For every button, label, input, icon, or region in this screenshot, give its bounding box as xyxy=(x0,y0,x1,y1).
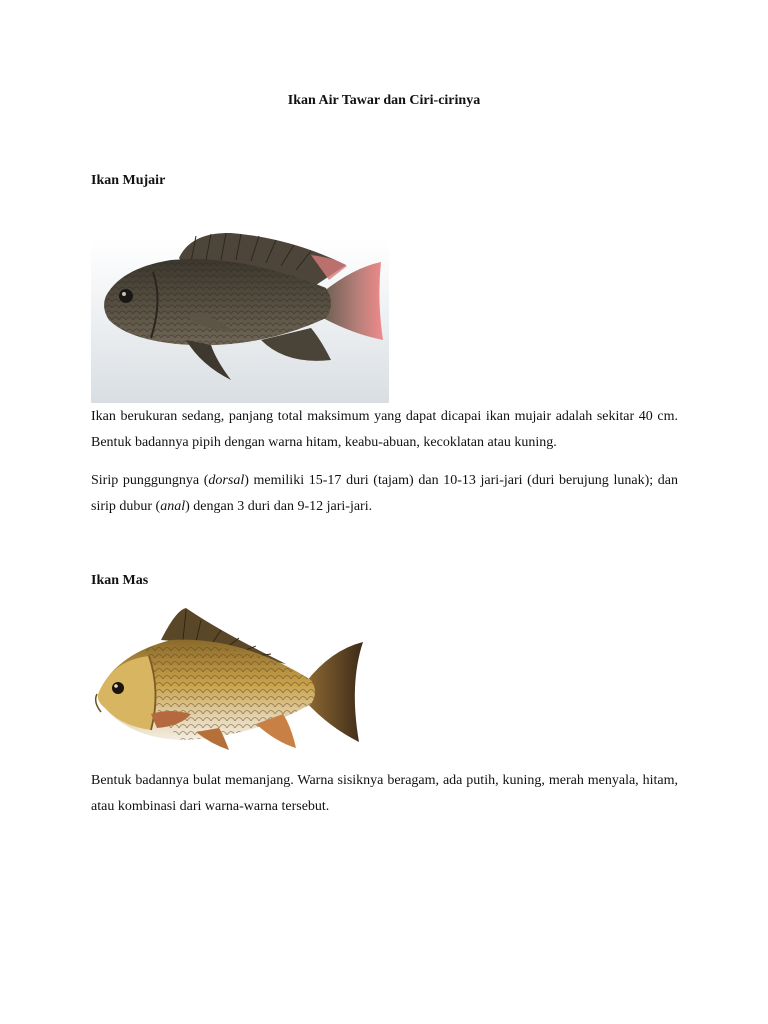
mujair-fins-paragraph xyxy=(91,468,678,520)
fins-text-part: ) memiliki 15-17 duri (tajam) dan 10-13 jari-jari (duri berujung lunak); dan sirip dubur ( xyxy=(91,473,678,514)
anal-term: anal xyxy=(160,499,186,514)
fins-text-part: ) dengan 3 duri dan 9-12 jari-jari. xyxy=(185,499,373,514)
tilapia-fish-photo xyxy=(91,200,389,403)
section-heading-mas: Ikan Mas xyxy=(91,573,149,588)
carp-fish-illustration xyxy=(91,602,366,752)
section-heading-mujair: Ikan Mujair xyxy=(91,173,166,188)
fins-text-part: Sirip punggungnya ( xyxy=(91,473,209,488)
dorsal-term: dorsal xyxy=(208,473,245,488)
mujair-description-paragraph: Ikan berukuran sedang, panjang total maksimum yang dapat dicapai ikan mujair adalah sekitar 40 cm. Bentuk badannya pipih dengan warna hitam, keabu-abuan, kecoklatan atau kuning. xyxy=(91,409,678,450)
document-title: Ikan Air Tawar dan Ciri-cirinya xyxy=(287,93,481,108)
mas-description-paragraph: Bentuk badannya bulat memanjang. Warna sisiknya beragam, ada putih, kuning, merah menyala, hitam, atau kombinasi dari warna-warna tersebut. xyxy=(91,773,678,814)
